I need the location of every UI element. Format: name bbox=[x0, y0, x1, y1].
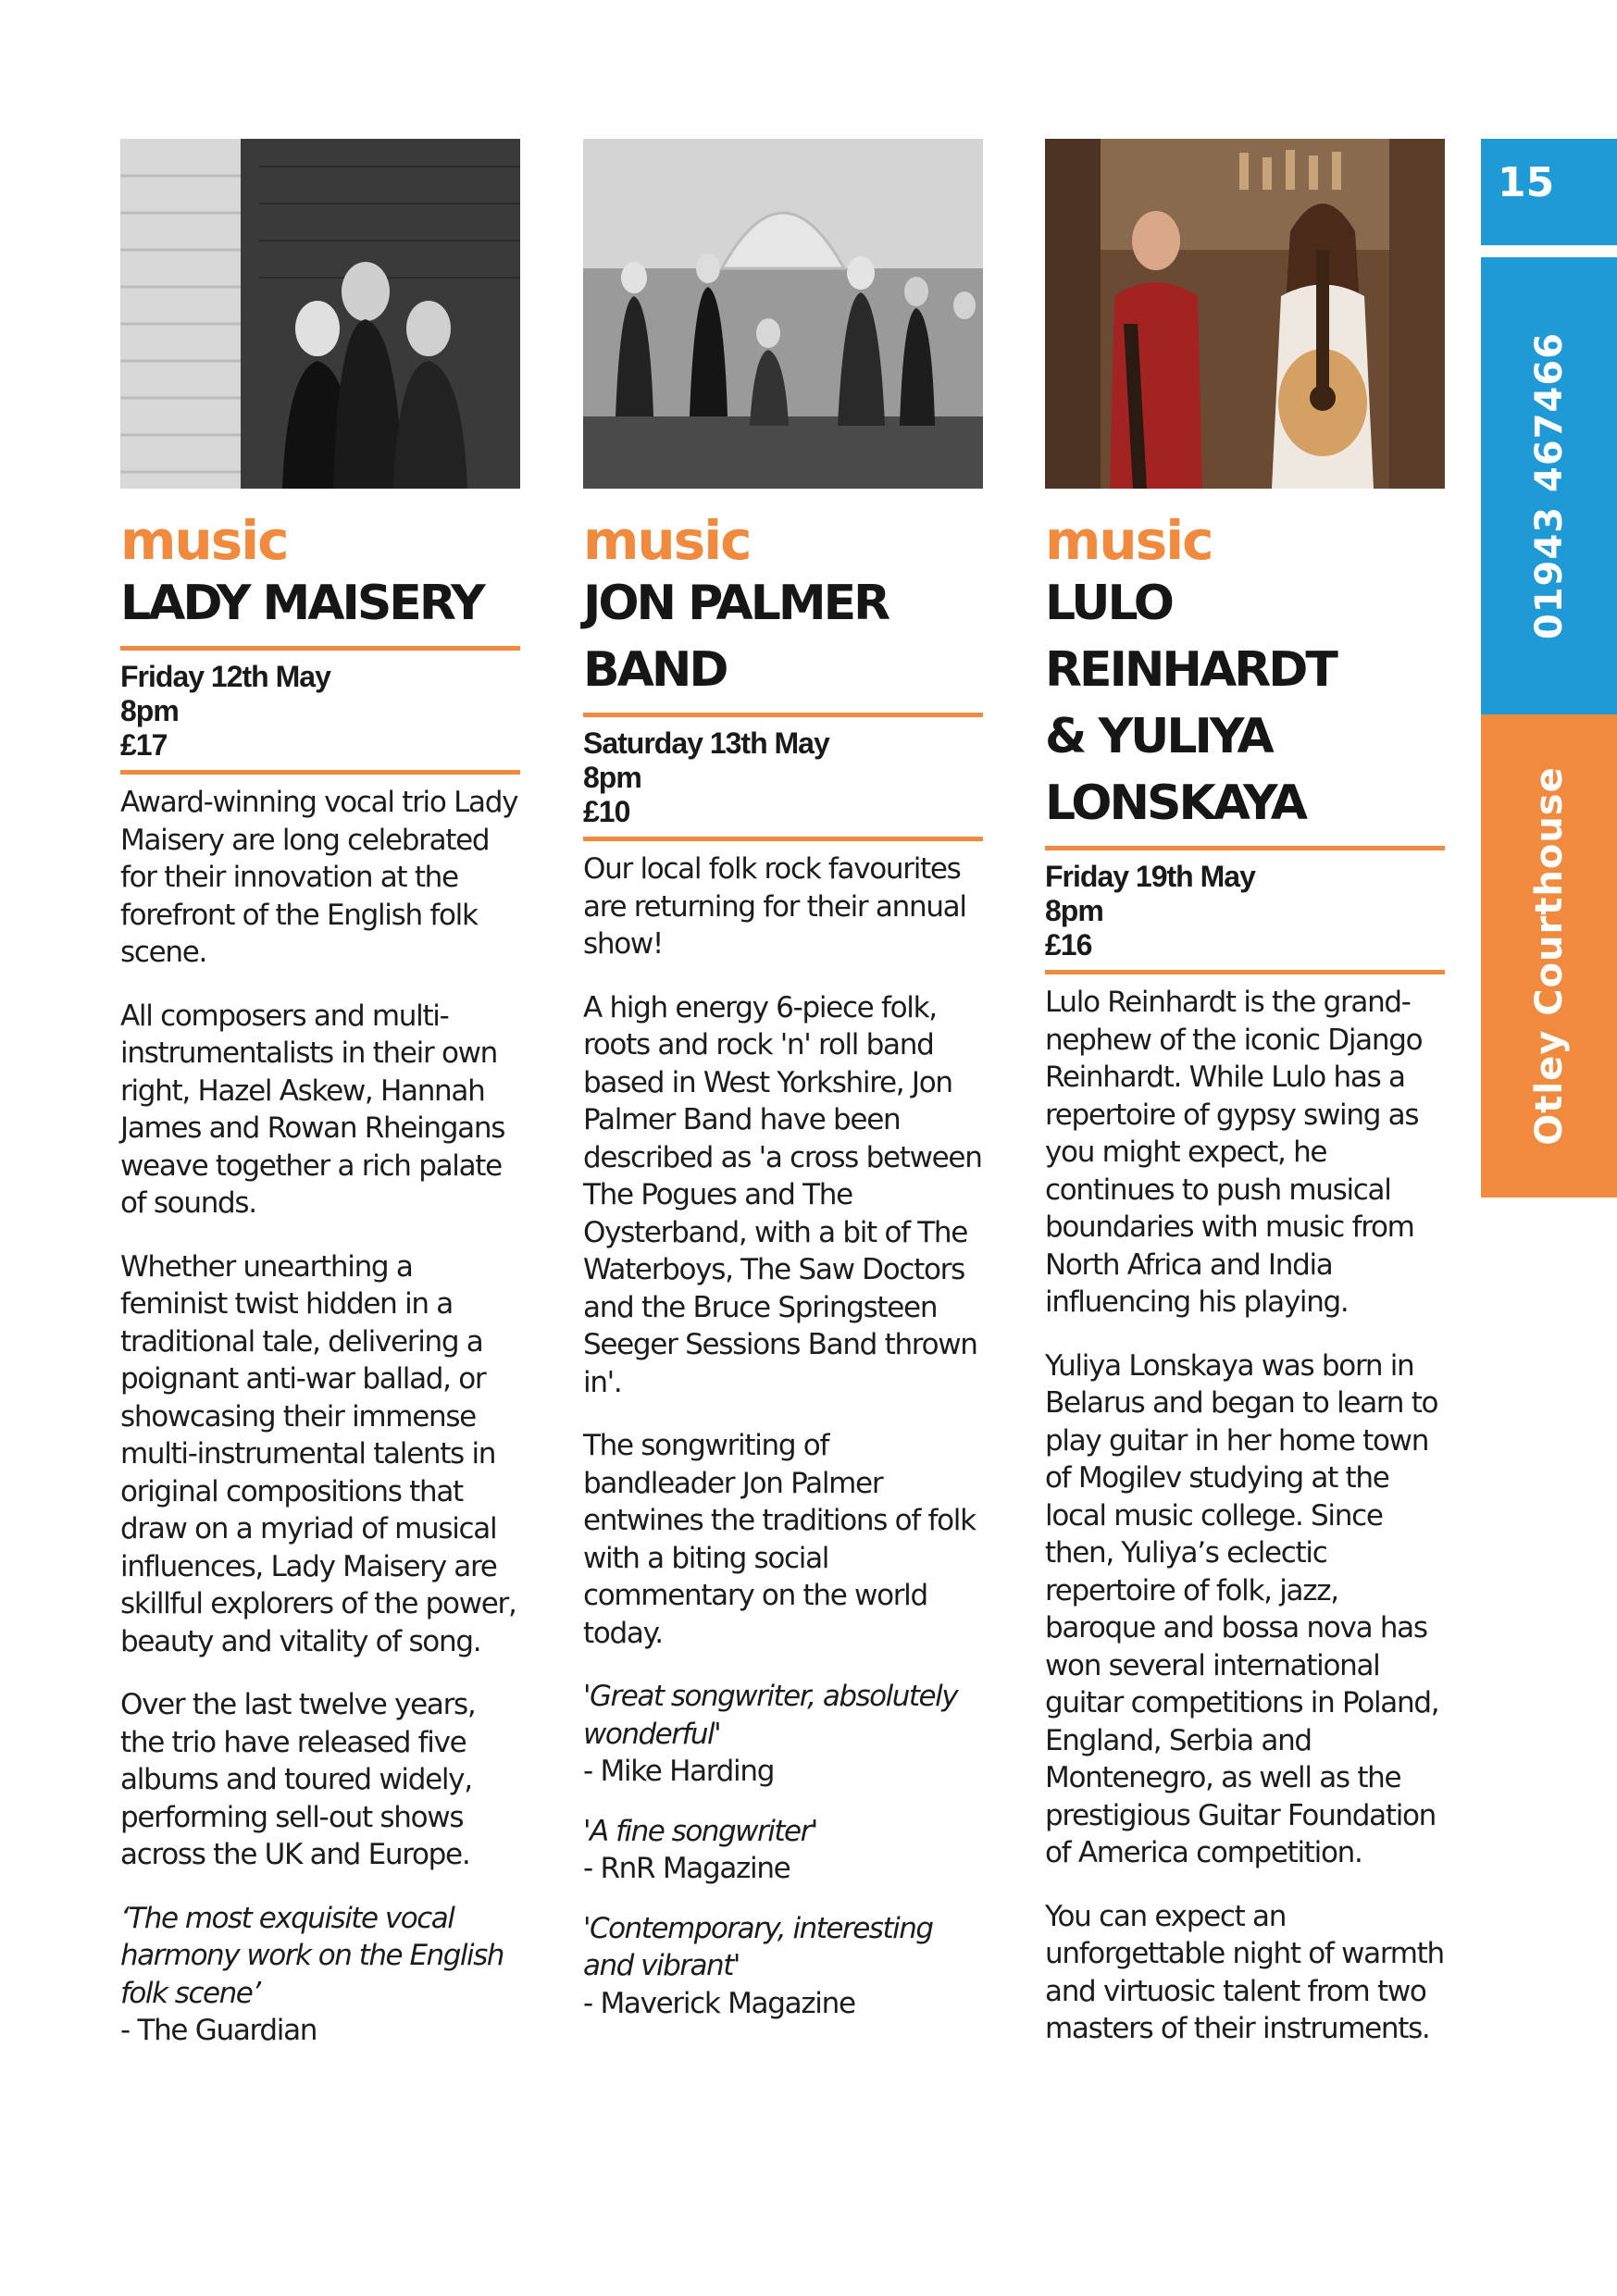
description-paragraph: All composers and multi-instrumentalists in their own right, Hazel Askew, Hannah James and Rowan Rheingans weave together a rich palate of sounds. bbox=[120, 999, 505, 1220]
event-description bbox=[583, 850, 983, 2022]
description-paragraph: Yuliya Lonskaya was born in Belarus and began to learn to play guitar in her home town of Mogilev studying at the local music college. Since then, Yuliya’s eclectic repertoire of folk, jazz, baroque and bossa nova has won several international guitar competitions in Poland, England, Serbia and Montenegro, as well as the prestigious Guitar Foundation of America competition. bbox=[1045, 1348, 1439, 1869]
description-paragraph: Whether unearthing a feminist twist hidden in a traditional tale, delivering a poignant anti-war ballad, or showcasing their immense multi-instrumental talents in original compositions that draw on a myriad of musical influences, Lady Maisery are skillful explorers of the power, beauty and vitality of song. bbox=[120, 1249, 516, 1658]
event-description bbox=[1045, 984, 1445, 2048]
description-paragraph: Over the last twelve years, the trio have released five albums and toured widely, performing sell-out shows across the UK and Europe. bbox=[120, 1688, 476, 1871]
quote-text: 'Contemporary, interesting and vibrant' bbox=[583, 1911, 933, 1982]
event-details bbox=[1045, 850, 1445, 970]
quote-source: - RnR Magazine bbox=[583, 1852, 790, 1885]
description-paragraph: The songwriting of bandleader Jon Palmer entwines the traditions of folk with a biting social commentary on the world today. bbox=[583, 1429, 976, 1650]
page-number-tab bbox=[1481, 139, 1617, 245]
description-paragraph: A high energy 6-piece folk, roots and rock 'n' roll band based in West Yorkshire, Jon Palmer Band have been described as 'a cross between The Pogues and The Oysterband, with a bit of The Waterboys, The Saw Doctors and the Bruce Springsteen Seeger Sessions Band thrown in'. bbox=[583, 990, 982, 1399]
venue-name: Otley Courthouse bbox=[1527, 766, 1571, 1146]
event-price: £17 bbox=[120, 728, 168, 762]
quote-source: - Maverick Magazine bbox=[583, 1986, 855, 2020]
photo-band-live bbox=[583, 139, 983, 489]
review-quote bbox=[583, 1678, 983, 1791]
event-price: £10 bbox=[583, 795, 630, 828]
review-quote bbox=[583, 1813, 983, 1888]
description-paragraph: Lulo Reinhardt is the grand-nephew of the iconic Django Reinhardt. While Lulo has a repertoire of gypsy swing as you might expect, he continues to push musical boundaries with music from North Africa and India influencing his playing. bbox=[1045, 986, 1423, 1319]
description-paragraph: Award-winning vocal trio Lady Maisery are long celebrated for their innovation at the forefront of the English folk scene. bbox=[120, 786, 518, 969]
event-date: Friday 12th May bbox=[120, 660, 330, 693]
event-category: music bbox=[583, 509, 751, 572]
phone-number: 01943 467466 bbox=[1527, 331, 1571, 640]
event-price: £16 bbox=[1045, 928, 1092, 962]
description-paragraph: Our local folk rock favourites are returning for their annual show! bbox=[583, 852, 966, 961]
quote-text: 'A fine songwriter' bbox=[583, 1814, 817, 1848]
photo-black-white-trio bbox=[120, 139, 520, 489]
event-column bbox=[583, 139, 983, 2044]
event-column bbox=[120, 139, 520, 2072]
event-title bbox=[583, 570, 983, 713]
event-category: music bbox=[1045, 509, 1213, 572]
review-quote bbox=[120, 1900, 520, 2050]
event-time: 8pm bbox=[1045, 894, 1103, 927]
divider bbox=[583, 837, 983, 841]
phone-tab bbox=[1481, 257, 1617, 714]
event-title-line: BAND bbox=[583, 642, 727, 698]
event-time: 8pm bbox=[120, 694, 179, 727]
event-details bbox=[583, 717, 983, 837]
venue-tab bbox=[1481, 714, 1617, 1198]
divider bbox=[120, 770, 520, 775]
quote-source: - Mike Harding bbox=[583, 1755, 775, 1788]
quote-source: - The Guardian bbox=[120, 2014, 317, 2047]
event-date: Friday 19th May bbox=[1045, 860, 1255, 893]
event-title bbox=[1045, 570, 1445, 846]
event-column bbox=[1045, 139, 1445, 2074]
description-paragraph: You can expect an unforgettable night of warmth and virtuosic talent from two masters of their instruments. bbox=[1045, 1899, 1444, 2045]
event-title-line: LONSKAYA bbox=[1045, 776, 1305, 831]
event-title-line: JON PALMER bbox=[583, 576, 889, 631]
photo-guitar-duo bbox=[1045, 139, 1445, 489]
quote-text: 'Great songwriter, absolutely wonderful' bbox=[583, 1680, 958, 1751]
event-title-line: LULO REINHARDT bbox=[1045, 576, 1336, 698]
quote-text: ‘The most exquisite vocal harmony work on the English folk scene’ bbox=[120, 1901, 504, 2010]
event-time: 8pm bbox=[583, 761, 641, 794]
event-title-line: & YULIYA bbox=[1045, 709, 1272, 764]
review-quote bbox=[583, 1910, 983, 2023]
event-category: music bbox=[120, 509, 288, 572]
event-description bbox=[120, 784, 520, 2050]
event-details bbox=[120, 651, 520, 770]
event-title bbox=[120, 570, 520, 646]
event-title-line: LADY MAISERY bbox=[120, 576, 483, 631]
event-date: Saturday 13th May bbox=[583, 726, 829, 760]
divider bbox=[1045, 970, 1445, 974]
page-number: 15 bbox=[1498, 159, 1555, 206]
